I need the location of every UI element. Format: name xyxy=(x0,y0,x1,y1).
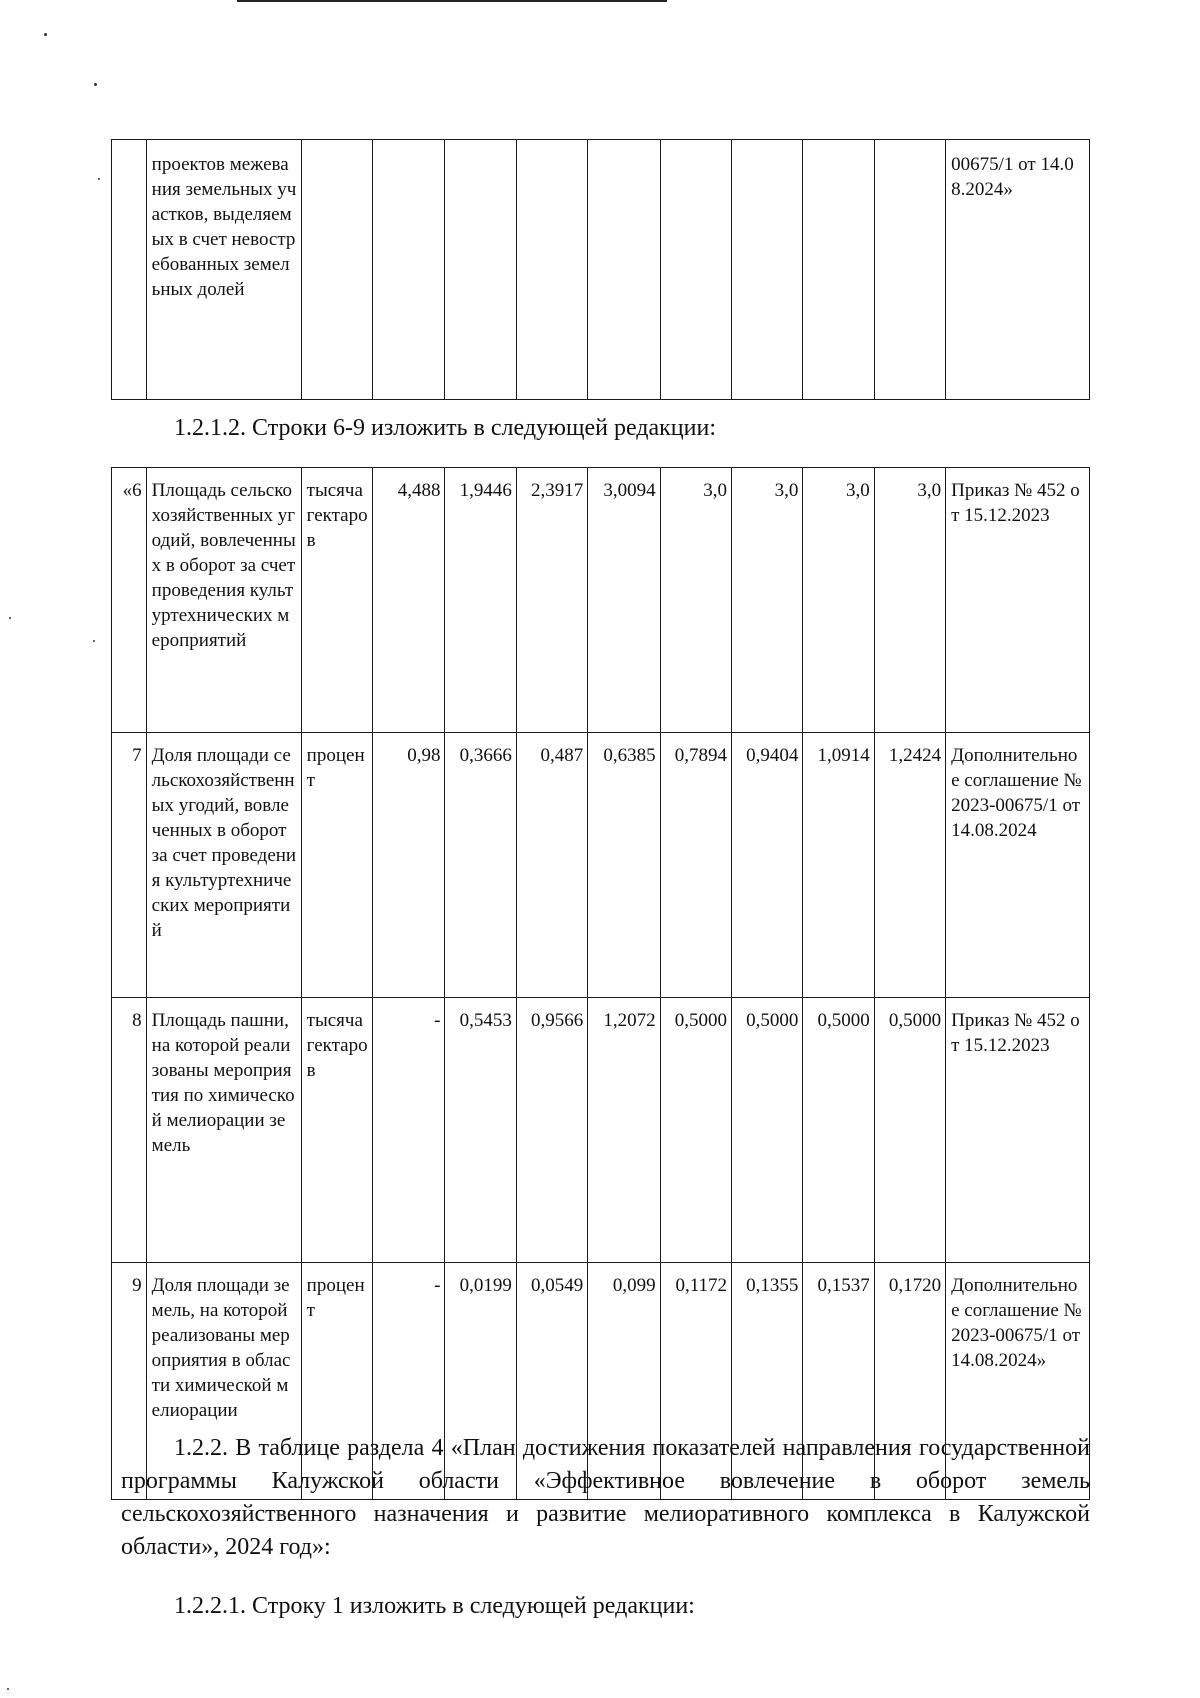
value-cell: 0,6385 xyxy=(588,733,660,998)
row-number: 7 xyxy=(112,733,147,998)
unit-cell: процент xyxy=(301,733,372,998)
source-document: Приказ № 452 от 15.12.2023 xyxy=(946,468,1090,733)
unit-cell: процент xyxy=(301,1263,372,1500)
value-cell: 3,0 xyxy=(874,468,945,733)
scan-speck xyxy=(94,83,97,86)
scan-speck xyxy=(98,178,100,180)
source-document: Приказ № 452 от 15.12.2023 xyxy=(946,998,1090,1263)
value-cell: 0,3666 xyxy=(445,733,516,998)
section-1-2-2: 1.2.2. В таблице раздела 4 «План достижения показателей направления государственной программы Калужской области «Эффективное вовлечение в оборот земель сельскохозяйственного назначения и развитие мелиоративного комплекса в Калужской области», 2024 год»: xyxy=(121,1435,1090,1560)
value-cell: 0,9404 xyxy=(731,733,802,998)
table-row xyxy=(112,468,1090,733)
value-cell xyxy=(516,140,587,400)
value-cell xyxy=(445,140,516,400)
table-row xyxy=(112,140,1090,400)
value-cell: 1,2072 xyxy=(588,998,660,1263)
unit-cell: тысяча гектаров xyxy=(301,468,372,733)
value-cell: - xyxy=(373,998,445,1263)
source-document: 00675/1 от 14.08.2024» xyxy=(946,140,1090,400)
value-cell: 3,0 xyxy=(660,468,731,733)
value-cell: 0,1355 xyxy=(731,1263,802,1500)
value-cell: - xyxy=(373,1263,445,1500)
value-cell: 0,98 xyxy=(373,733,445,998)
value-cell: 1,2424 xyxy=(874,733,945,998)
value-cell xyxy=(588,140,660,400)
value-cell: 0,0199 xyxy=(445,1263,516,1500)
value-cell: 0,7894 xyxy=(660,733,731,998)
value-cell: 0,5000 xyxy=(731,998,802,1263)
value-cell: 0,5000 xyxy=(874,998,945,1263)
value-cell: 0,487 xyxy=(516,733,587,998)
indicator-name: Площадь сельскохозяйственных угодий, вовлеченных в оборот за счет проведения культуртехнических мероприятий xyxy=(146,468,301,733)
value-cell: 0,9566 xyxy=(516,998,587,1263)
scan-speck xyxy=(7,1688,9,1690)
value-cell: 3,0094 xyxy=(588,468,660,733)
value-cell: 1,0914 xyxy=(803,733,874,998)
value-cell: 0,099 xyxy=(588,1263,660,1500)
value-cell xyxy=(874,140,945,400)
indicator-name: Площадь пашни, на которой реализованы мероприятия по химической мелиорации земель xyxy=(146,998,301,1263)
value-cell: 0,1720 xyxy=(874,1263,945,1500)
unit-cell: тысяча гектаров xyxy=(301,998,372,1263)
section-1-2-1-2: 1.2.1.2. Строки 6-9 изложить в следующей редакции: xyxy=(174,415,717,441)
row-number xyxy=(112,140,147,400)
value-cell xyxy=(660,140,731,400)
value-cell: 0,5000 xyxy=(660,998,731,1263)
value-cell xyxy=(803,140,874,400)
row-number: 9 xyxy=(112,1263,147,1500)
indicator-name: Доля площади сельскохозяйственных угодий, вовлеченных в оборот за счет проведения культуртехнических мероприятий xyxy=(146,733,301,998)
section-1-2-2-1: 1.2.2.1. Строку 1 изложить в следующей редакции: xyxy=(174,1593,695,1619)
indicator-name: Доля площади земель, на которой реализованы мероприятия в области химической мелиорации xyxy=(146,1263,301,1500)
value-cell: 3,0 xyxy=(803,468,874,733)
value-cell xyxy=(731,140,802,400)
top-edge-rule xyxy=(237,0,667,2)
table-row xyxy=(112,998,1090,1263)
value-cell: 0,0549 xyxy=(516,1263,587,1500)
scan-speck xyxy=(44,33,47,36)
unit-cell xyxy=(301,140,372,400)
value-cell xyxy=(373,140,445,400)
value-cell: 0,5453 xyxy=(445,998,516,1263)
row-number: «6 xyxy=(112,468,147,733)
value-cell: 0,1172 xyxy=(660,1263,731,1500)
value-cell: 0,1537 xyxy=(803,1263,874,1500)
table-row xyxy=(112,733,1090,998)
value-cell: 2,3917 xyxy=(516,468,587,733)
indicator-name: проектов межевания земельных участков, выделяемых в счет невостребованных земельных долей xyxy=(146,140,301,400)
scan-speck xyxy=(93,640,95,642)
scan-speck xyxy=(9,617,11,619)
value-cell: 1,9446 xyxy=(445,468,516,733)
value-cell: 3,0 xyxy=(731,468,802,733)
table-continuation xyxy=(111,139,1090,400)
value-cell: 0,5000 xyxy=(803,998,874,1263)
row-number: 8 xyxy=(112,998,147,1263)
source-document: Дополнительное соглашение № 2023-00675/1 от 14.08.2024 xyxy=(946,733,1090,998)
source-document: Дополнительное соглашение № 2023-00675/1 от 14.08.2024» xyxy=(946,1263,1090,1500)
value-cell: 4,488 xyxy=(373,468,445,733)
indicators-table xyxy=(111,467,1090,1500)
